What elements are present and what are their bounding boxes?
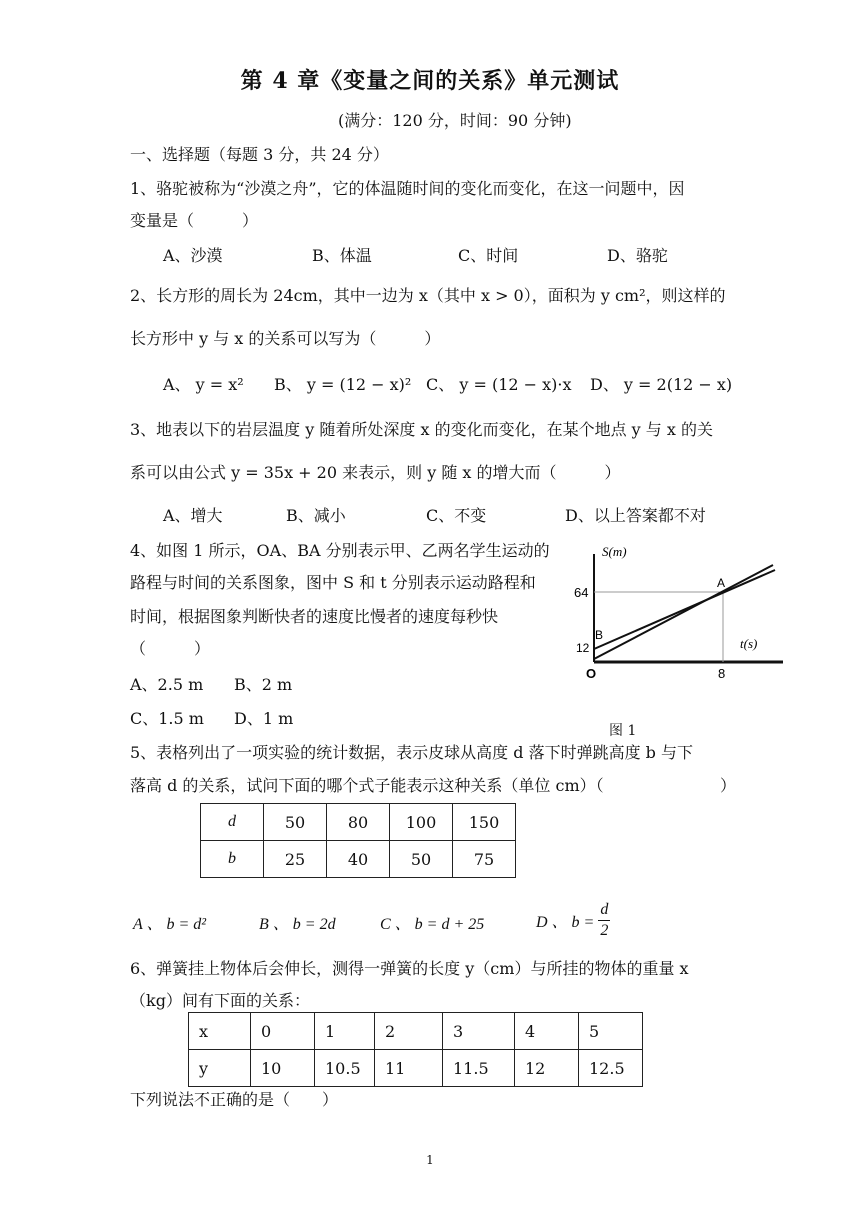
origin-label: O bbox=[586, 666, 597, 681]
question-6-line-1: 6、弹簧挂上物体后会伸长，测得一弹簧的长度 y（cm）与所挂的物体的重量 x bbox=[130, 959, 689, 978]
table-cell: 0 bbox=[251, 1013, 315, 1050]
section-heading: 一、选择题（每题 3 分，共 24 分） bbox=[130, 145, 389, 164]
table-cell: 4 bbox=[515, 1013, 579, 1050]
table-cell: 10 bbox=[251, 1050, 315, 1087]
question-3-line-2: 系可以由公式 y = 35x + 20 来表示，则 y 随 x 的增大而（ ） bbox=[130, 463, 621, 482]
table-cell: 11.5 bbox=[443, 1050, 515, 1087]
question-4-option-d: D、1 m bbox=[234, 709, 294, 728]
table-cell: 100 bbox=[390, 804, 453, 841]
question-3-option-c: C、不变 bbox=[426, 506, 487, 525]
figure-1-caption: 图 1 bbox=[609, 723, 637, 739]
question-5-option-a: A 、 b = d² bbox=[133, 916, 207, 933]
table-cell: 12.5 bbox=[579, 1050, 643, 1087]
question-2-option-d: D、 y = 2(12 − x) bbox=[590, 375, 733, 394]
question-1-option-b: B、体温 bbox=[312, 246, 372, 265]
table-cell: 11 bbox=[375, 1050, 443, 1087]
question-6-table bbox=[188, 1012, 643, 1087]
question-1-option-d: D、骆驼 bbox=[607, 246, 668, 265]
table-cell: 12 bbox=[515, 1050, 579, 1087]
question-4-line-1: 4、如图 1 所示，OA、BA 分别表示甲、乙两名学生运动的 bbox=[130, 541, 550, 560]
question-3-option-a: A、增大 bbox=[163, 506, 223, 525]
question-5-option-c: C 、 b = d + 25 bbox=[380, 916, 485, 933]
x-axis-label: t(s) bbox=[740, 636, 758, 651]
question-2-option-b: B、 y = (12 − x)² bbox=[274, 375, 412, 394]
question-5-close-paren: ） bbox=[720, 776, 737, 795]
question-4-option-c: C、1.5 m bbox=[130, 709, 204, 728]
tick-y-64: 64 bbox=[574, 585, 589, 600]
question-1-line-2: 变量是（ ） bbox=[130, 211, 259, 230]
table-cell: 50 bbox=[264, 804, 327, 841]
table-cell: x bbox=[189, 1013, 251, 1050]
question-4-line-2: 路程与时间的关系图象，图中 S 和 t 分别表示运动路程和 bbox=[130, 573, 536, 592]
question-2-line-2: 长方形中 y 与 x 的关系可以写为（ ） bbox=[130, 329, 441, 348]
question-5-option-b: B 、 b = 2d bbox=[259, 916, 336, 933]
table-row bbox=[201, 841, 516, 878]
table-cell: 80 bbox=[327, 804, 390, 841]
page-subtitle: (满分：120 分，时间：90 分钟) bbox=[338, 111, 572, 130]
question-5-line-1: 5、表格列出了一项实验的统计数据，表示皮球从高度 d 落下时弹跳高度 b 与下 bbox=[130, 743, 694, 762]
question-1-option-a: A、沙漠 bbox=[163, 246, 223, 265]
question-2-option-a: A、 y = x² bbox=[163, 375, 244, 394]
tick-x-8: 8 bbox=[718, 666, 726, 681]
question-1-line-1: 1、骆驼被称为“沙漠之舟”，它的体温随时间的变化而变化，在这一问题中，因 bbox=[130, 179, 685, 198]
question-6-line-2: （kg）间有下面的关系： bbox=[130, 991, 310, 1010]
question-3-option-d: D、以上答案都不对 bbox=[565, 506, 706, 525]
table-row bbox=[201, 804, 516, 841]
table-row bbox=[189, 1050, 643, 1087]
table-cell: b bbox=[201, 841, 264, 878]
question-4-line-4: （ ） bbox=[130, 639, 211, 658]
point-a-label: A bbox=[717, 576, 726, 590]
table-cell: y bbox=[189, 1050, 251, 1087]
table-cell: 1 bbox=[315, 1013, 375, 1050]
question-5-line-2: 落高 d 的关系，试问下面的哪个式子能表示这种关系（单位 cm）（ bbox=[130, 776, 604, 795]
table-cell: 3 bbox=[443, 1013, 515, 1050]
question-4-line-3: 时间，根据图象判断快者的速度比慢者的速度每秒快 bbox=[130, 607, 499, 626]
point-b-label: B bbox=[595, 628, 604, 642]
table-cell: 75 bbox=[453, 841, 516, 878]
tick-y-12: 12 bbox=[576, 641, 590, 655]
fraction bbox=[598, 900, 610, 941]
question-4-option-a: A、2.5 m bbox=[130, 675, 204, 694]
question-6-line-3: 下列说法不正确的是（ ） bbox=[130, 1090, 339, 1109]
table-cell: 2 bbox=[375, 1013, 443, 1050]
figure-1-graph bbox=[568, 540, 788, 685]
table-cell: 25 bbox=[264, 841, 327, 878]
question-3-line-1: 3、地表以下的岩层温度 y 随着所处深度 x 的变化而变化，在某个地点 y 与 x 的关 bbox=[130, 420, 713, 439]
fraction-numerator: d bbox=[598, 900, 610, 921]
question-5-option-d bbox=[536, 900, 610, 941]
table-row bbox=[189, 1013, 643, 1050]
table-cell: 40 bbox=[327, 841, 390, 878]
question-3-option-b: B、减小 bbox=[286, 506, 346, 525]
question-1-option-c: C、时间 bbox=[458, 246, 519, 265]
page-title: 第 4 章《变量之间的关系》单元测试 bbox=[240, 68, 620, 94]
table-cell: 10.5 bbox=[315, 1050, 375, 1087]
table-cell: d bbox=[201, 804, 264, 841]
page-number: 1 bbox=[426, 1153, 434, 1167]
option-d-prefix: D 、 b = bbox=[536, 914, 595, 931]
question-4-option-b: B、2 m bbox=[234, 675, 293, 694]
table-cell: 150 bbox=[453, 804, 516, 841]
y-axis-label: S(m) bbox=[602, 544, 627, 559]
table-cell: 5 bbox=[579, 1013, 643, 1050]
question-5-table bbox=[200, 803, 516, 878]
fraction-denominator: 2 bbox=[600, 922, 609, 939]
question-2-option-c: C、 y = (12 − x)·x bbox=[426, 375, 572, 394]
question-2-line-1: 2、长方形的周长为 24cm，其中一边为 x（其中 x > 0），面积为 y cm²，则这样的 bbox=[130, 286, 726, 305]
table-cell: 50 bbox=[390, 841, 453, 878]
